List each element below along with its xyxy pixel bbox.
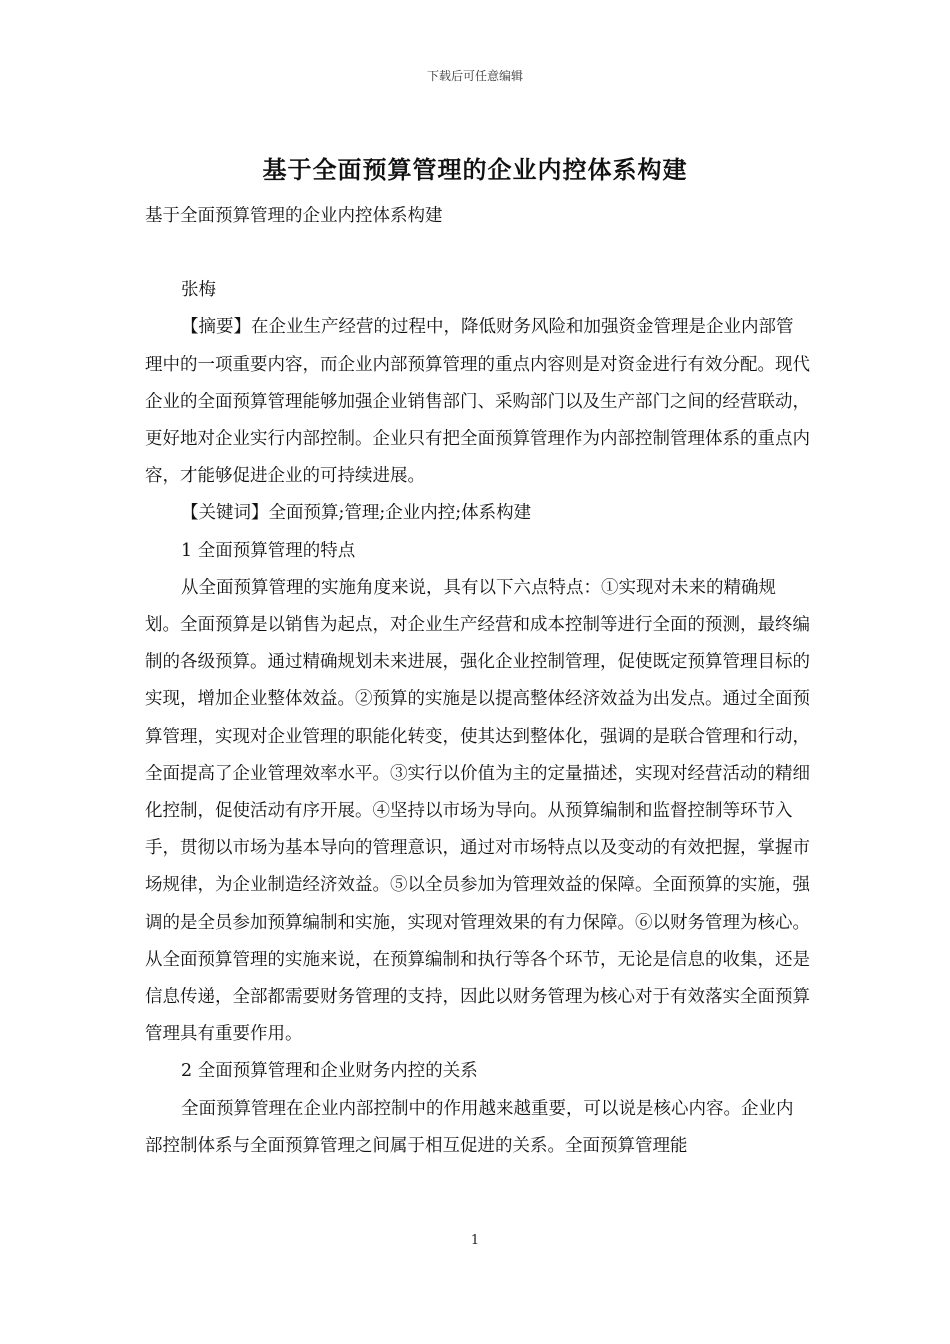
section-2-paragraph: 全面预算管理在企业内部控制中的作用越来越重要，可以说是核心内容。企业内部控制体系与全面预算管理之间属于相互促进的关系。全面预算管理能 <box>145 1098 794 1156</box>
keywords-paragraph: 【关键词】全面预算;管理;企业内控;体系构建 <box>181 503 532 524</box>
section-1-heading: 1 全面预算管理的特点 <box>181 540 356 561</box>
section-2-heading: 2 全面预算管理和企业财务内控的关系 <box>181 1061 478 1082</box>
page-number: 1 <box>470 1233 480 1248</box>
document-body <box>145 198 810 1165</box>
abstract-paragraph: 【摘要】在企业生产经营的过程中，降低财务风险和加强资金管理是企业内部管理中的一项重要内容，而企业内部预算管理的重点内容则是对资金进行有效分配。现代企业的全面预算管理能够加强企业销售部门、采购部门以及生产部门之间的经营联动，更好地对企业实行内部控制。企业只有把全面预算管理作为内部控制管理体系的重点内容，才能够促进企业的可持续进展。 <box>145 317 810 487</box>
section-1-paragraph: 从全面预算管理的实施角度来说，具有以下六点特点：①实现对未来的精确规划。全面预算是以销售为起点，对企业生产经营和成本控制等进行全面的预测，最终编制的各级预算。通过精确规划未来进展，强化企业控制管理，促使既定预算管理目标的实现，增加企业整体效益。②预算的实施是以提高整体经济效益为出发点。通过全面预算管理，实现对企业管理的职能化转变，使其达到整体化，强调的是联合管理和行动，全面提高了企业管理效率水平。③实行以价值为主的定量描述，实现对经营活动的精细化控制，促使活动有序开展。④坚持以市场为导向。从预算编制和监督控制等环节入手，贯彻以市场为基本导向的管理意识，通过对市场特点以及变动的有效把握，掌握市场规律，为企业制造经济效益。⑤以全员参加为管理效益的保障。全面预算的实施，强调的是全员参加预算编制和实施，实现对管理效果的有力保障。⑥以财务管理为核心。从全面预算管理的实施来说，在预算编制和执行等各个环节，无论是信息的收集，还是信息传递，全部都需要财务管理的支持，因此以财务管理为核心对于有效落实全面预算管理具有重要作用。 <box>145 577 810 1045</box>
header-note: 下载后可任意编辑 <box>426 69 523 83</box>
author-name: 张梅 <box>181 280 216 301</box>
document-title: 基于全面预算管理的企业内控体系构建 <box>262 155 688 184</box>
document-subtitle: 基于全面预算管理的企业内控体系构建 <box>145 206 443 226</box>
